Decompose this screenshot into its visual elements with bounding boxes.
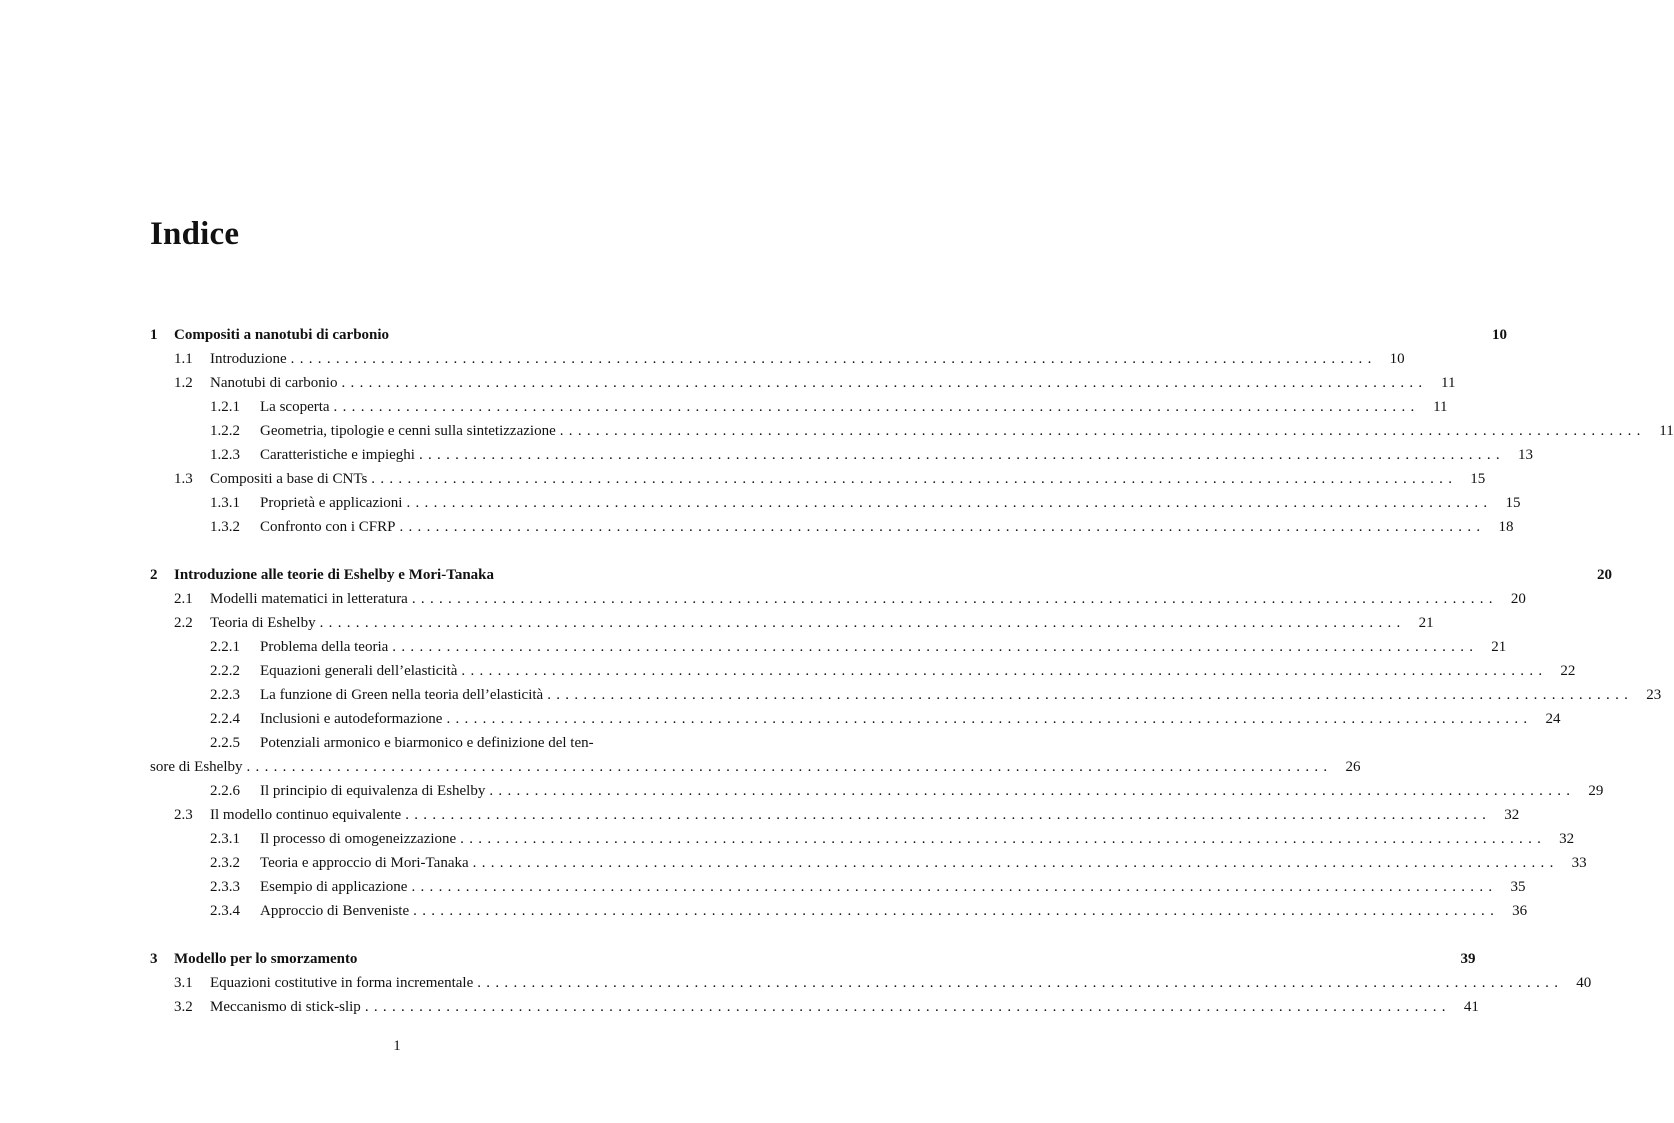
toc-entry-number: 1 [150, 327, 158, 343]
toc-entry-number: 2 [150, 567, 158, 583]
toc-entry-number: 2.2.5 [210, 735, 240, 751]
toc-entry-number: 2.3.2 [210, 855, 240, 871]
toc-entry-number: 1.2.2 [210, 423, 240, 439]
toc-entry-page: 33 [1571, 855, 1587, 871]
toc-entry-page: 11 [1441, 375, 1456, 391]
toc-section[interactable] [150, 971, 1592, 995]
toc-entry-number: 2.3.3 [210, 879, 240, 895]
toc-entry-page: 23 [1646, 687, 1662, 703]
toc-entry-title: Proprietà e applicazioni [260, 495, 403, 511]
toc-subsection[interactable] [150, 683, 1662, 707]
toc-entry-title: Teoria e approccio di Mori-Tanaka [260, 855, 469, 871]
toc-entry-page: 18 [1498, 519, 1514, 535]
toc-section[interactable] [150, 611, 1434, 635]
toc-dot-leader: ........................................................................................................................ [559, 423, 1646, 439]
toc-entry-number: 2.2 [174, 615, 193, 631]
toc-entry-page: 11 [1659, 423, 1674, 439]
page-title: Indice [150, 216, 240, 252]
toc-dot-leader: ........................................................................................................................ [246, 759, 1333, 775]
toc-entry-number: 1.1 [174, 351, 193, 367]
toc-entry-title: Potenziali armonico e biarmonico e definizione del ten- [260, 735, 594, 751]
toc-entry-number: 2.3 [174, 807, 193, 823]
toc-section[interactable] [150, 587, 1526, 611]
toc-entry-page: 29 [1588, 783, 1604, 799]
toc-entry-number: 1.2 [174, 375, 193, 391]
toc-entry-page: 10 [1492, 327, 1508, 343]
toc-entry-page: 10 [1389, 351, 1405, 367]
toc-entry-page: 35 [1510, 879, 1526, 895]
toc-entry-number: 1.3 [174, 471, 193, 487]
toc-entry-title: Modelli matematici in letteratura [210, 591, 408, 607]
toc-dot-leader: ........................................................................................................................ [411, 591, 1498, 607]
toc-entry-page: 22 [1560, 663, 1576, 679]
toc-subsection[interactable] [150, 707, 1561, 731]
toc-entry-title: La funzione di Green nella teoria dell’elasticità [260, 687, 544, 703]
toc-dot-leader: ........................................................................................................................ [405, 807, 1492, 823]
toc-entry-number: 2.2.2 [210, 663, 240, 679]
toc-dot-leader: ........................................................................................................................ [364, 999, 1451, 1015]
toc-entry-page: 41 [1463, 999, 1479, 1015]
toc-entry-page: 15 [1505, 495, 1521, 511]
toc-entry-title: Problema della teoria [260, 639, 389, 655]
toc-dot-leader: ........................................................................................................................ [418, 447, 1505, 463]
toc-subsection[interactable] [150, 443, 1533, 467]
toc-entry-page: 40 [1576, 975, 1592, 991]
toc-entry-number: 2.1 [174, 591, 193, 607]
toc-dot-leader: ........................................................................................................................ [290, 351, 1377, 367]
toc-dot-leader: ........................................................................................................................ [406, 495, 1493, 511]
toc-entry-page: 20 [1510, 591, 1526, 607]
toc-entry-title: Introduzione [210, 351, 287, 367]
toc-chapter[interactable] [150, 563, 1613, 587]
toc-entry-page: 15 [1470, 471, 1486, 487]
toc-entry-number: 2.2.4 [210, 711, 240, 727]
toc-entry-number: 1.3.1 [210, 495, 240, 511]
toc-entry-title: Equazioni generali dell’elasticità [260, 663, 458, 679]
toc-dot-leader: ........................................................................................................................ [461, 663, 1548, 679]
toc-subsection[interactable] [150, 491, 1521, 515]
toc-section[interactable] [150, 347, 1405, 371]
toc-entry-number: 1.2.1 [210, 399, 240, 415]
toc-entry-number: 3 [150, 951, 158, 967]
toc-entry-number: 2.2.3 [210, 687, 240, 703]
toc-entry-number: 1.2.3 [210, 447, 240, 463]
toc-subsection[interactable] [150, 851, 1587, 875]
toc-entry-number: 2.2.6 [210, 783, 240, 799]
toc-subsection[interactable] [150, 779, 1604, 803]
toc-entry-title: Meccanismo di stick-slip [210, 999, 361, 1015]
toc-entry-title: Approccio di Benveniste [260, 903, 410, 919]
toc-subsection[interactable] [150, 899, 1528, 923]
toc-dot-leader: ........................................................................................................................ [460, 831, 1547, 847]
toc-dot-leader: ........................................................................................................................ [489, 783, 1576, 799]
toc-dot-leader: ........................................................................................................................ [333, 399, 1420, 415]
toc-entry-page: 39 [1460, 951, 1476, 967]
toc-entry-continuation[interactable] [150, 755, 1361, 779]
toc-dot-leader: ........................................................................................................................ [411, 879, 1498, 895]
toc-entry-title: Caratteristiche e impieghi [260, 447, 415, 463]
toc-entry-title: Inclusioni e autodeformazione [260, 711, 443, 727]
toc-entry-page: 32 [1504, 807, 1520, 823]
toc-entry-page: 13 [1517, 447, 1533, 463]
toc-entry-title: Compositi a nanotubi di carbonio [174, 327, 390, 343]
toc-entry-title: Il processo di omogeneizzazione [260, 831, 457, 847]
toc-chapter[interactable] [150, 323, 1508, 347]
toc-entry-title: Esempio di applicazione [260, 879, 408, 895]
toc-dot-leader: ........................................................................................................................ [319, 615, 1406, 631]
toc-subsection[interactable] [150, 827, 1575, 851]
toc-subsection[interactable] [150, 635, 1507, 659]
toc-entry-title: La scoperta [260, 399, 330, 415]
toc-subsection[interactable] [150, 515, 1514, 539]
toc-entry-title: Equazioni costitutive in forma incrementale [210, 975, 474, 991]
toc-entry-number: 1.3.2 [210, 519, 240, 535]
toc-dot-leader: ........................................................................................................................ [472, 855, 1559, 871]
toc-entry-number: 2.3.1 [210, 831, 240, 847]
toc-dot-leader: ........................................................................................................................ [399, 519, 1486, 535]
toc-entry-page: 36 [1512, 903, 1528, 919]
toc-entry-page: 24 [1545, 711, 1561, 727]
toc-entry-number: 3.2 [174, 999, 193, 1015]
toc-subsection[interactable] [150, 875, 1526, 899]
toc-section[interactable] [150, 803, 1520, 827]
toc-entry-page: 32 [1559, 831, 1575, 847]
toc-dot-leader: ........................................................................................................................ [446, 711, 1533, 727]
toc-entry-title: Nanotubi di carbonio [210, 375, 338, 391]
toc-entry-title: Confronto con i CFRP [260, 519, 396, 535]
toc-section[interactable] [150, 995, 1479, 1019]
toc-entry-title: Teoria di Eshelby [210, 615, 316, 631]
toc-section[interactable] [150, 371, 1456, 395]
toc-entry-title-continuation: sore di Eshelby [150, 759, 243, 775]
toc-entry-page: 21 [1418, 615, 1434, 631]
toc-entry-page: 11 [1433, 399, 1448, 415]
toc-chapter[interactable] [150, 947, 1476, 971]
toc-entry-title: Modello per lo smorzamento [174, 951, 358, 967]
toc-entry-title: Introduzione alle teorie di Eshelby e Mori-Tanaka [174, 567, 495, 583]
toc-subsection[interactable] [150, 659, 1576, 683]
toc-entry-title: Geometria, tipologie e cenni sulla sintetizzazione [260, 423, 556, 439]
toc-entry-title: Il modello continuo equivalente [210, 807, 402, 823]
toc-dot-leader: ........................................................................................................................ [341, 375, 1428, 391]
toc-entry[interactable] [150, 731, 681, 755]
toc-dot-leader: ........................................................................................................................ [371, 471, 1458, 487]
toc-subsection[interactable] [150, 395, 1448, 419]
toc-dot-leader: ........................................................................................................................ [477, 975, 1564, 991]
toc-entry-title: Il principio di equivalenza di Eshelby [260, 783, 486, 799]
toc-entry-number: 2.2.1 [210, 639, 240, 655]
toc-entry-page: 21 [1491, 639, 1507, 655]
toc-dot-leader: ........................................................................................................................ [392, 639, 1479, 655]
toc-entry-number: 3.1 [174, 975, 193, 991]
page-number: 1 [393, 1038, 401, 1054]
toc-entry-title: Compositi a base di CNTs [210, 471, 368, 487]
toc-entry-number: 2.3.4 [210, 903, 240, 919]
toc-section[interactable] [150, 467, 1486, 491]
toc-entry-page: 26 [1345, 759, 1361, 775]
toc-subsection[interactable] [150, 419, 1674, 443]
toc-dot-leader: ........................................................................................................................ [547, 687, 1634, 703]
toc-dot-leader: ........................................................................................................................ [413, 903, 1500, 919]
toc-entry-page: 20 [1597, 567, 1613, 583]
